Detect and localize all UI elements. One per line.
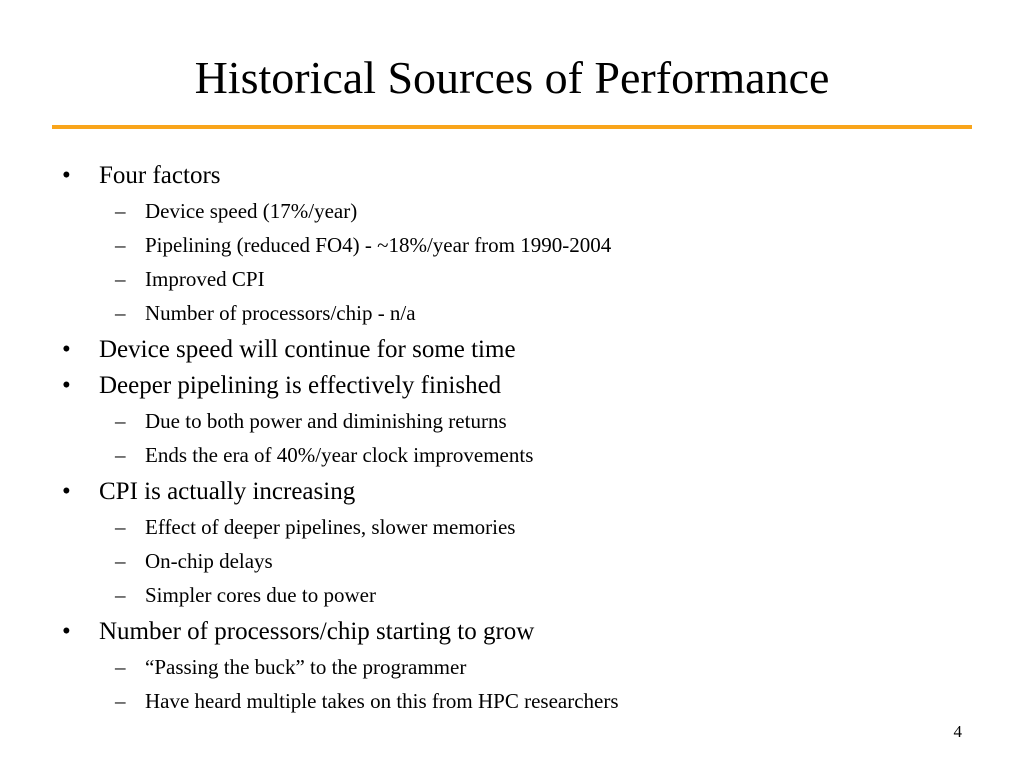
sub-bullet-list xyxy=(99,650,1024,720)
bullet-text: Device speed will continue for some time xyxy=(99,336,516,363)
sub-bullet-text: Improved CPI xyxy=(145,267,265,291)
sub-bullet-text: Pipelining (reduced FO4) - ~18%/year from 1990-2004 xyxy=(145,233,612,257)
bullet-item xyxy=(0,368,1024,474)
bullet-text: Number of processors/chip starting to grow xyxy=(99,618,535,645)
sub-bullet-list xyxy=(99,510,1024,614)
sub-bullet-text: Number of processors/chip - n/a xyxy=(145,301,416,325)
sub-bullet-item xyxy=(99,684,1024,718)
sub-bullet-text: Due to both power and diminishing returns xyxy=(145,409,507,433)
sub-bullet-item xyxy=(99,510,1024,544)
bullet-marker: • xyxy=(62,478,71,505)
sub-bullet-item xyxy=(99,194,1024,228)
bullet-marker: • xyxy=(62,336,71,363)
page-number: 4 xyxy=(953,722,962,741)
sub-bullet-text: Simpler cores due to power xyxy=(145,583,376,607)
sub-bullet-item xyxy=(99,544,1024,578)
sub-bullet-item xyxy=(99,228,1024,262)
sub-bullet-text: Effect of deeper pipelines, slower memories xyxy=(145,515,516,539)
sub-bullet-marker: – xyxy=(115,409,126,433)
sub-bullet-marker: – xyxy=(115,443,126,467)
sub-bullet-marker: – xyxy=(115,233,126,257)
bullet-item xyxy=(0,474,1024,614)
sub-bullet-marker: – xyxy=(115,301,126,325)
sub-bullet-marker: – xyxy=(115,689,126,713)
sub-bullet-marker: – xyxy=(115,267,126,291)
bullet-marker: • xyxy=(62,618,71,645)
bullet-list xyxy=(0,158,1024,720)
sub-bullet-text: “Passing the buck” to the programmer xyxy=(145,655,467,679)
sub-bullet-item xyxy=(99,578,1024,612)
sub-bullet-item xyxy=(99,650,1024,684)
bullet-item xyxy=(0,158,1024,332)
bullet-text: Deeper pipelining is effectively finished xyxy=(99,372,502,399)
sub-bullet-item xyxy=(99,262,1024,296)
sub-bullet-list xyxy=(99,194,1024,332)
sub-bullet-text: Have heard multiple takes on this from HPC researchers xyxy=(145,689,619,713)
sub-bullet-item xyxy=(99,296,1024,330)
sub-bullet-marker: – xyxy=(115,199,126,223)
sub-bullet-marker: – xyxy=(115,515,126,539)
sub-bullet-item xyxy=(99,438,1024,472)
sub-bullet-text: Ends the era of 40%/year clock improvements xyxy=(145,443,534,467)
sub-bullet-list xyxy=(99,404,1024,474)
sub-bullet-marker: – xyxy=(115,583,126,607)
sub-bullet-marker: – xyxy=(115,549,126,573)
bullet-marker: • xyxy=(62,162,71,189)
slide-title: Historical Sources of Performance xyxy=(194,52,830,103)
bullet-text: CPI is actually increasing xyxy=(99,478,356,505)
sub-bullet-marker: – xyxy=(115,655,126,679)
bullet-item xyxy=(0,332,1024,368)
title-underline xyxy=(52,125,972,129)
bullet-marker: • xyxy=(62,372,71,399)
sub-bullet-text: On-chip delays xyxy=(145,549,273,573)
bullet-text: Four factors xyxy=(99,162,221,189)
bullet-item xyxy=(0,614,1024,720)
sub-bullet-item xyxy=(99,404,1024,438)
sub-bullet-text: Device speed (17%/year) xyxy=(145,199,358,223)
